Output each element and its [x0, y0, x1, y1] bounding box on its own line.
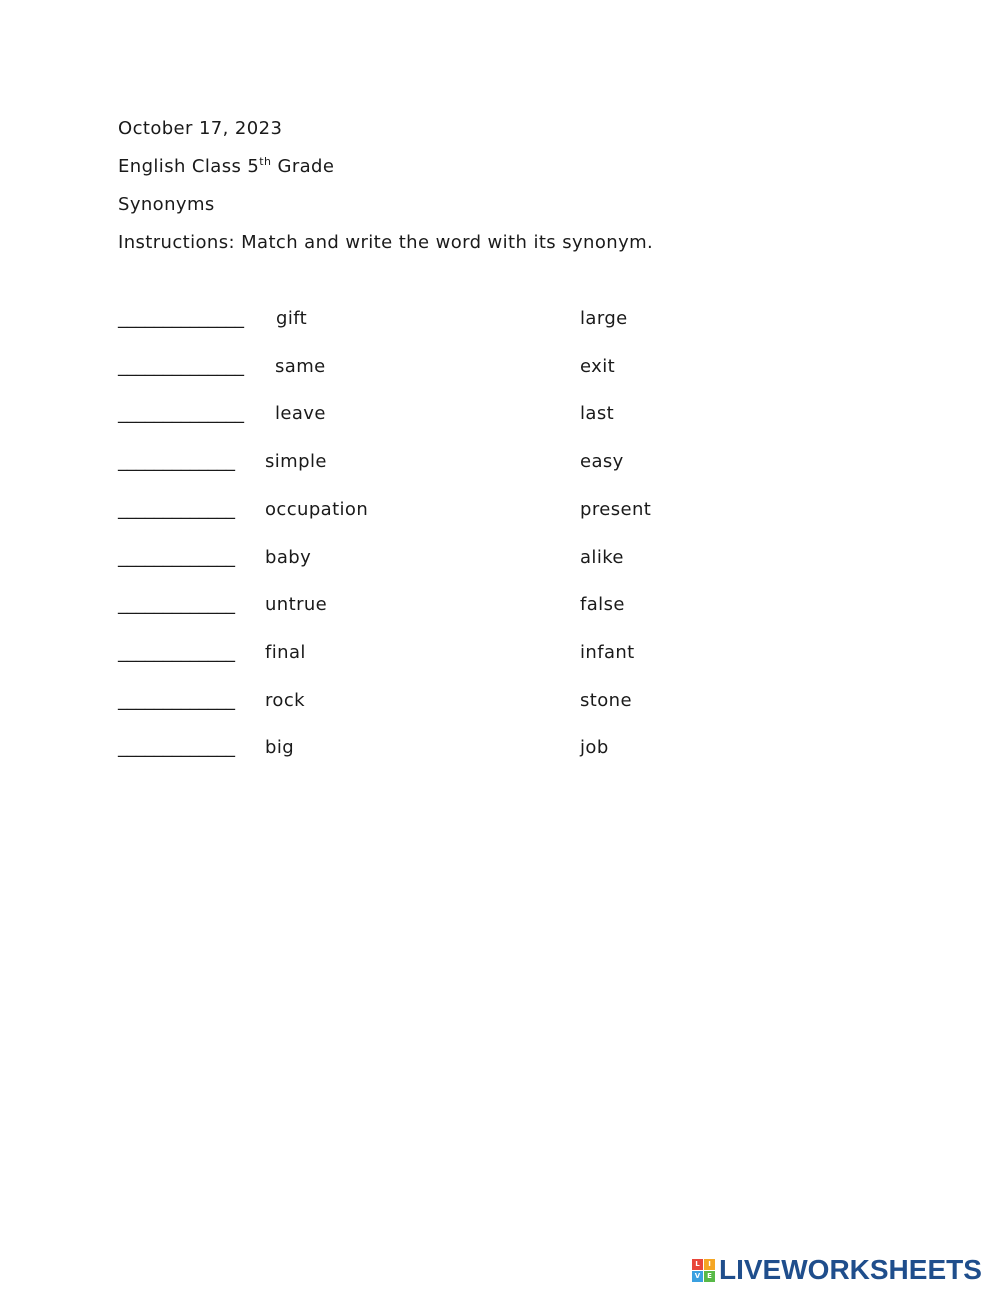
matching-row: [0, 308, 1000, 338]
matching-row: [0, 547, 1000, 577]
matching-row: [0, 499, 1000, 529]
logo-wordmark: LIVEWORKSHEETS: [719, 1254, 982, 1285]
answer-blank[interactable]: _____________: [118, 737, 235, 758]
matching-row: [0, 451, 1000, 481]
answer-blank[interactable]: _____________: [118, 690, 235, 711]
matching-row: [0, 642, 1000, 672]
synonym-option: last: [580, 403, 615, 424]
badge-letter: I: [704, 1259, 715, 1270]
worksheet-instructions: Instructions: Match and write the word with its synonym.: [118, 232, 654, 253]
synonym-option: easy: [580, 451, 624, 472]
class-title-suffix: Grade: [271, 156, 335, 177]
answer-blank[interactable]: ______________: [118, 403, 244, 424]
synonym-option: false: [580, 594, 625, 615]
answer-blank[interactable]: _____________: [118, 547, 235, 568]
prompt-word: occupation: [265, 499, 369, 520]
answer-blank[interactable]: _____________: [118, 594, 235, 615]
prompt-word: same: [275, 356, 326, 377]
synonym-option: stone: [580, 690, 632, 711]
synonym-option: infant: [580, 642, 635, 663]
matching-row: [0, 594, 1000, 624]
answer-blank[interactable]: ______________: [118, 356, 244, 377]
prompt-word: untrue: [265, 594, 328, 615]
worksheet-date: October 17, 2023: [118, 118, 283, 139]
prompt-word: final: [265, 642, 306, 663]
liveworksheets-logo: [692, 1254, 982, 1286]
matching-row: [0, 403, 1000, 433]
class-title: [118, 156, 334, 177]
prompt-word: gift: [276, 308, 308, 329]
answer-blank[interactable]: _____________: [118, 451, 235, 472]
synonym-option: large: [580, 308, 628, 329]
worksheet-topic: Synonyms: [118, 194, 215, 215]
synonym-option: alike: [580, 547, 624, 568]
class-title-ordinal: th: [259, 155, 272, 168]
answer-blank[interactable]: _____________: [118, 499, 235, 520]
answer-blank[interactable]: _____________: [118, 642, 235, 663]
synonym-option: exit: [580, 356, 616, 377]
prompt-word: leave: [275, 403, 326, 424]
live-badge-icon: [692, 1259, 715, 1282]
prompt-word: big: [265, 737, 295, 758]
badge-letter: V: [692, 1271, 703, 1282]
matching-row: [0, 690, 1000, 720]
badge-letter: L: [692, 1259, 703, 1270]
matching-row: [0, 737, 1000, 767]
answer-blank[interactable]: ______________: [118, 308, 244, 329]
prompt-word: baby: [265, 547, 312, 568]
class-title-prefix: English Class 5: [118, 156, 260, 177]
synonym-option: present: [580, 499, 652, 520]
synonym-option: job: [580, 737, 609, 758]
prompt-word: simple: [265, 451, 327, 472]
prompt-word: rock: [265, 690, 305, 711]
matching-row: [0, 356, 1000, 386]
badge-letter: E: [704, 1271, 715, 1282]
